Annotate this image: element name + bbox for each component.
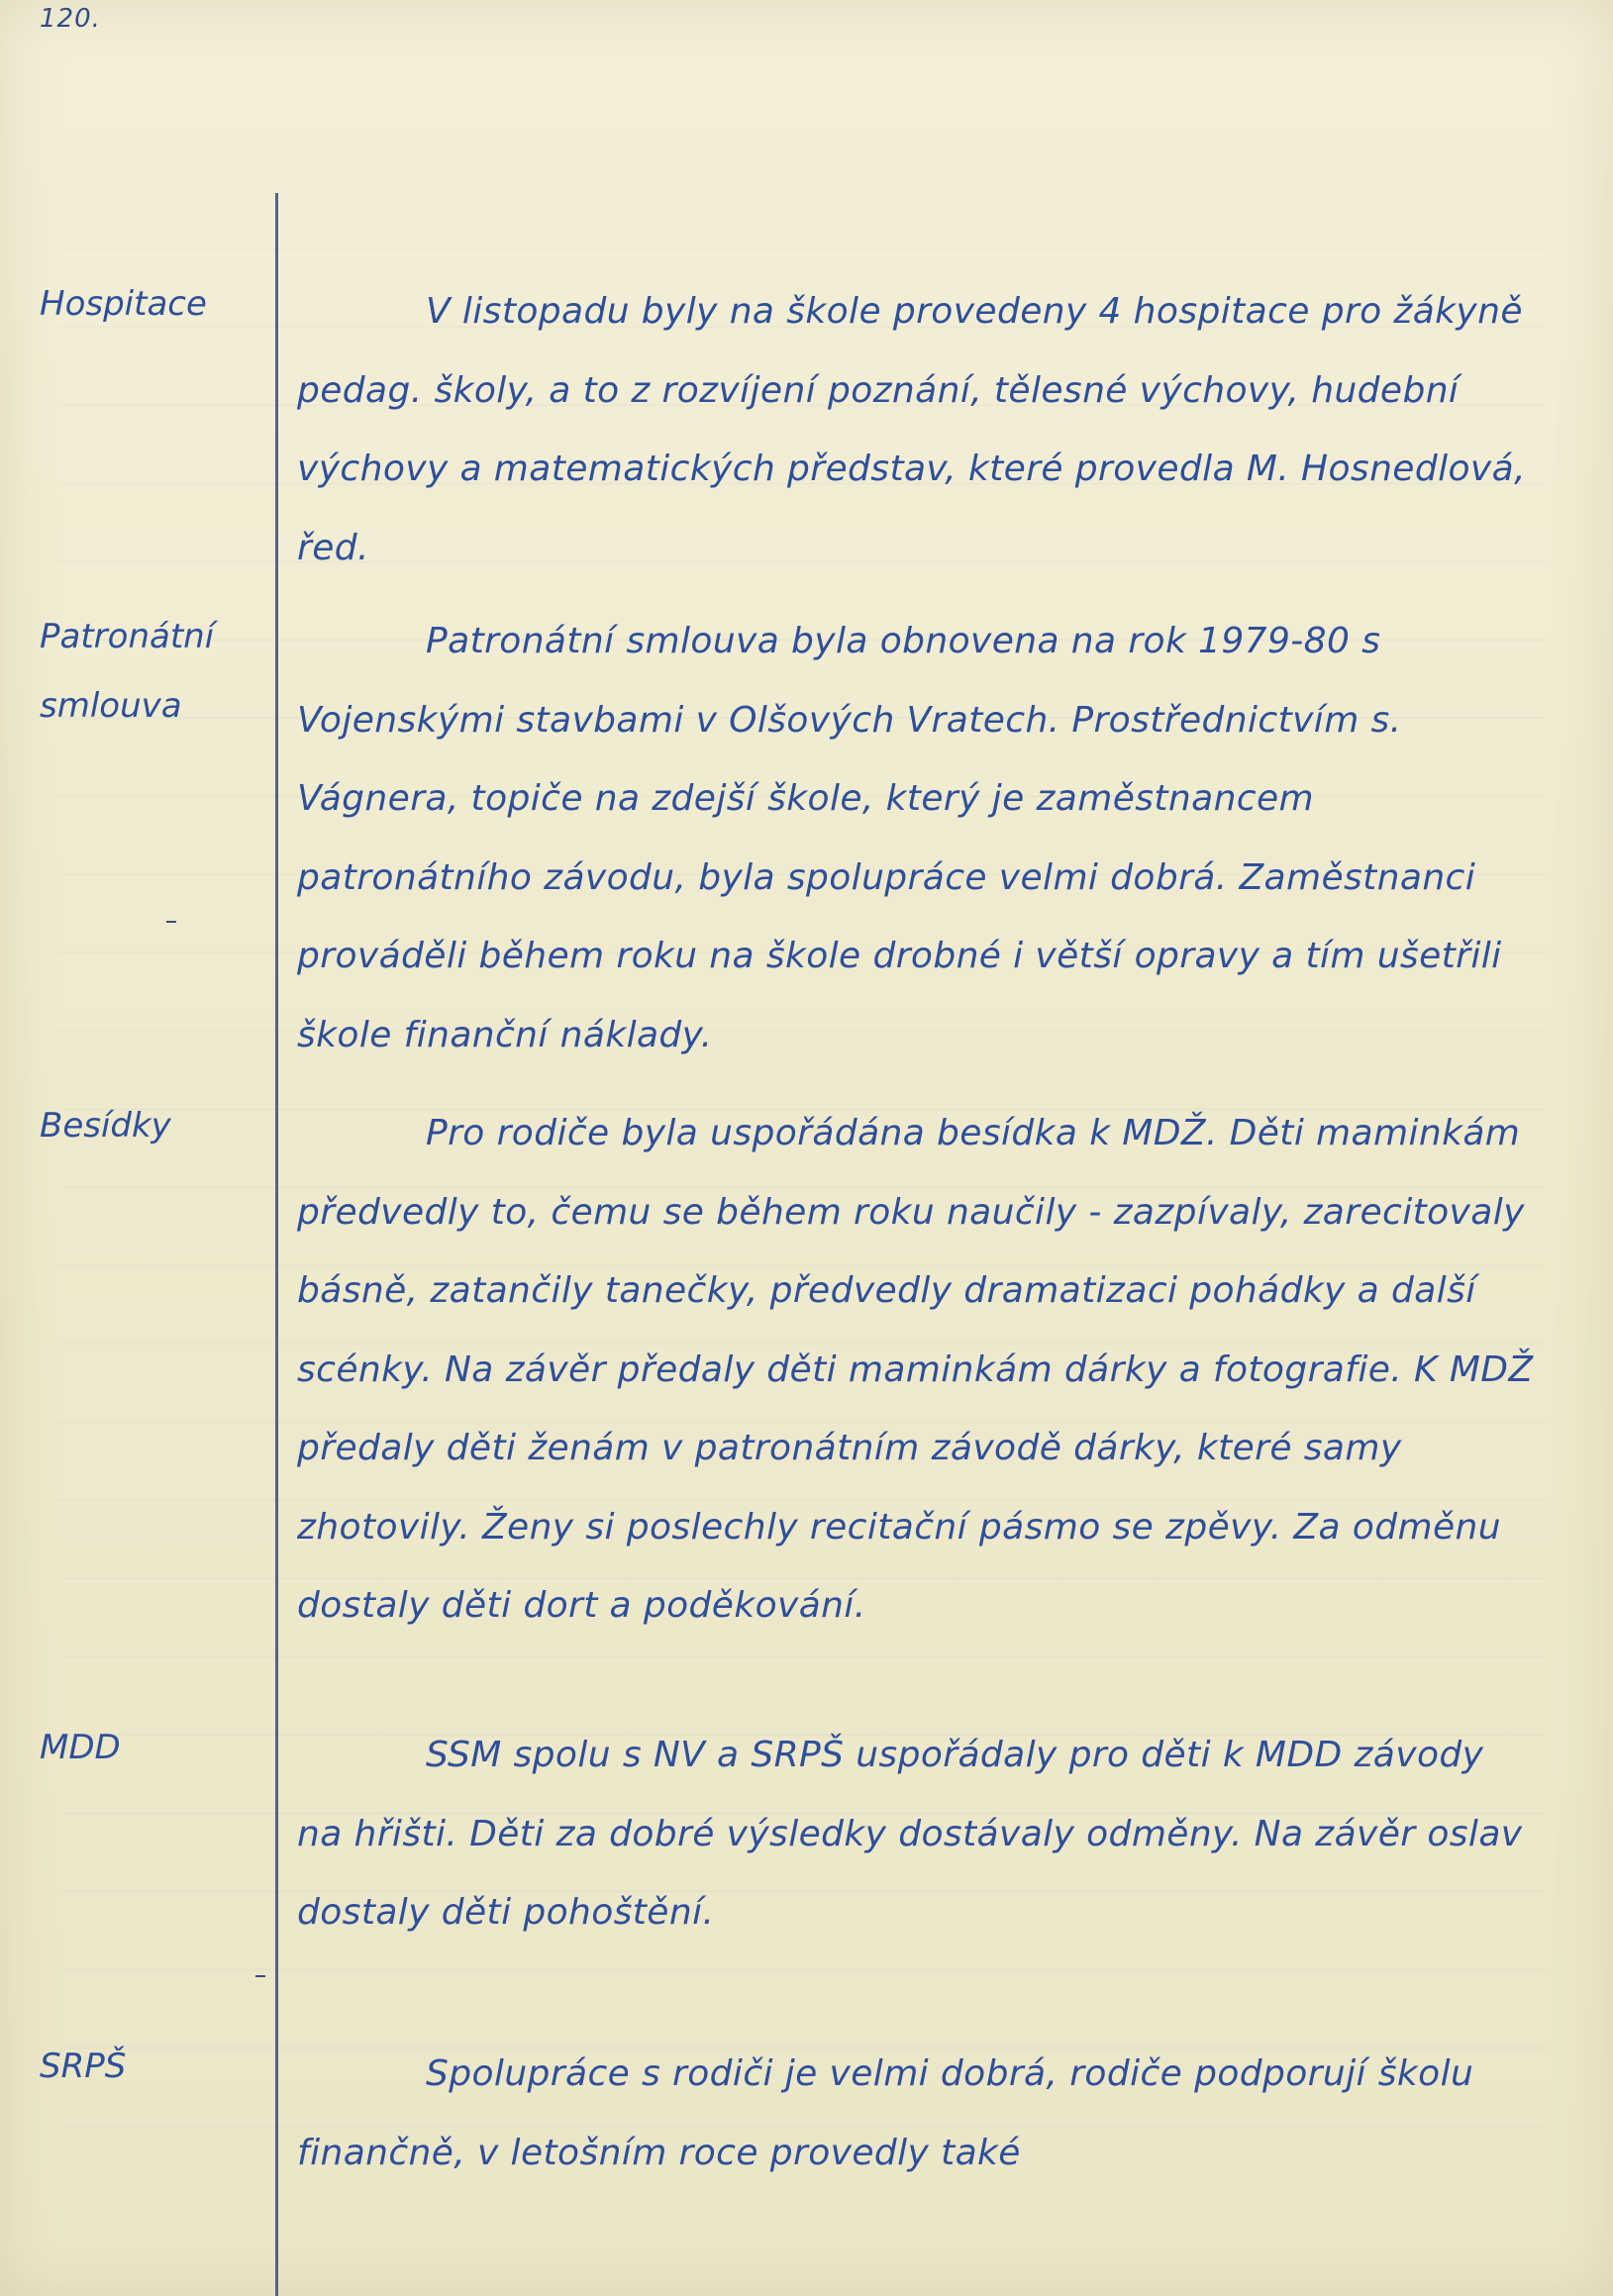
paragraph-text: Patronátní smlouva byla obnovena na rok 1979-80 s Vojenskými stavbami v Olšových Vratech. Prostřednictvím s. Vágnera, topiče na zdejší škole, který je zaměstnancem patronátního závodu, byla spolupráce velmi dobrá. Zaměstnanci prováděli během roku na škole drobné i větší opravy a tím ušetřili škole finanční náklady. bbox=[297, 621, 1502, 1055]
paragraph-hospitace bbox=[297, 272, 1535, 587]
side-label-srps: SRPŠ bbox=[40, 2046, 127, 2086]
paragraph-srps bbox=[297, 2035, 1535, 2192]
paragraph-text: SSM spolu s NV a SRPŠ uspořádaly pro děti k MDD závody na hřišti. Děti za dobré výsledky dostávaly odměny. Na závěr oslav dostaly děti pohoštění. bbox=[297, 1735, 1523, 1933]
paragraph-text: V listopadu byly na škole provedeny 4 hospitace pro žákyně pedag. školy, a to z rozvíjení poznání, tělesné výchovy, hudební výchovy a matematických představ, které provedla M. Hosnedlová, řed. bbox=[297, 291, 1526, 568]
margin-tick-mark bbox=[166, 921, 176, 923]
paragraph-text: Spolupráce s rodiči je velmi dobrá, rodiče podporují školu finančně, v letošním roce provedly také bbox=[297, 2053, 1474, 2173]
side-label-besidky: Besídky bbox=[40, 1106, 171, 1146]
paragraph-besidky bbox=[297, 1094, 1535, 1646]
side-label-patronatni-smlouva: Patronátní smlouva bbox=[40, 617, 215, 726]
side-label-hospitace: Hospitace bbox=[40, 284, 207, 324]
paragraph-mdd bbox=[297, 1716, 1535, 1952]
side-label-mdd: MDD bbox=[40, 1728, 121, 1767]
paragraph-patronatni-smlouva bbox=[297, 602, 1535, 1074]
paragraph-text: Pro rodiče byla uspořádána besídka k MDŽ. Děti maminkám předvedly to, čemu se během roku naučily - zazpívaly, zarecitovaly básně, zatančily tanečky, předvedly dramatizaci pohádky a další scénky. Na závěr předaly děti maminkám dárky a fotografie. K MDŽ předaly děti ženám v patronátním závodě dárky, které samy zhotovily. Ženy si poslechly recitační pásmo se zpěvy. Za odměnu dostaly děti dort a poděkování. bbox=[297, 1113, 1534, 1626]
margin-tick-mark bbox=[255, 1975, 265, 1977]
page-number: 120. bbox=[40, 4, 101, 34]
margin-rule bbox=[275, 193, 278, 2296]
